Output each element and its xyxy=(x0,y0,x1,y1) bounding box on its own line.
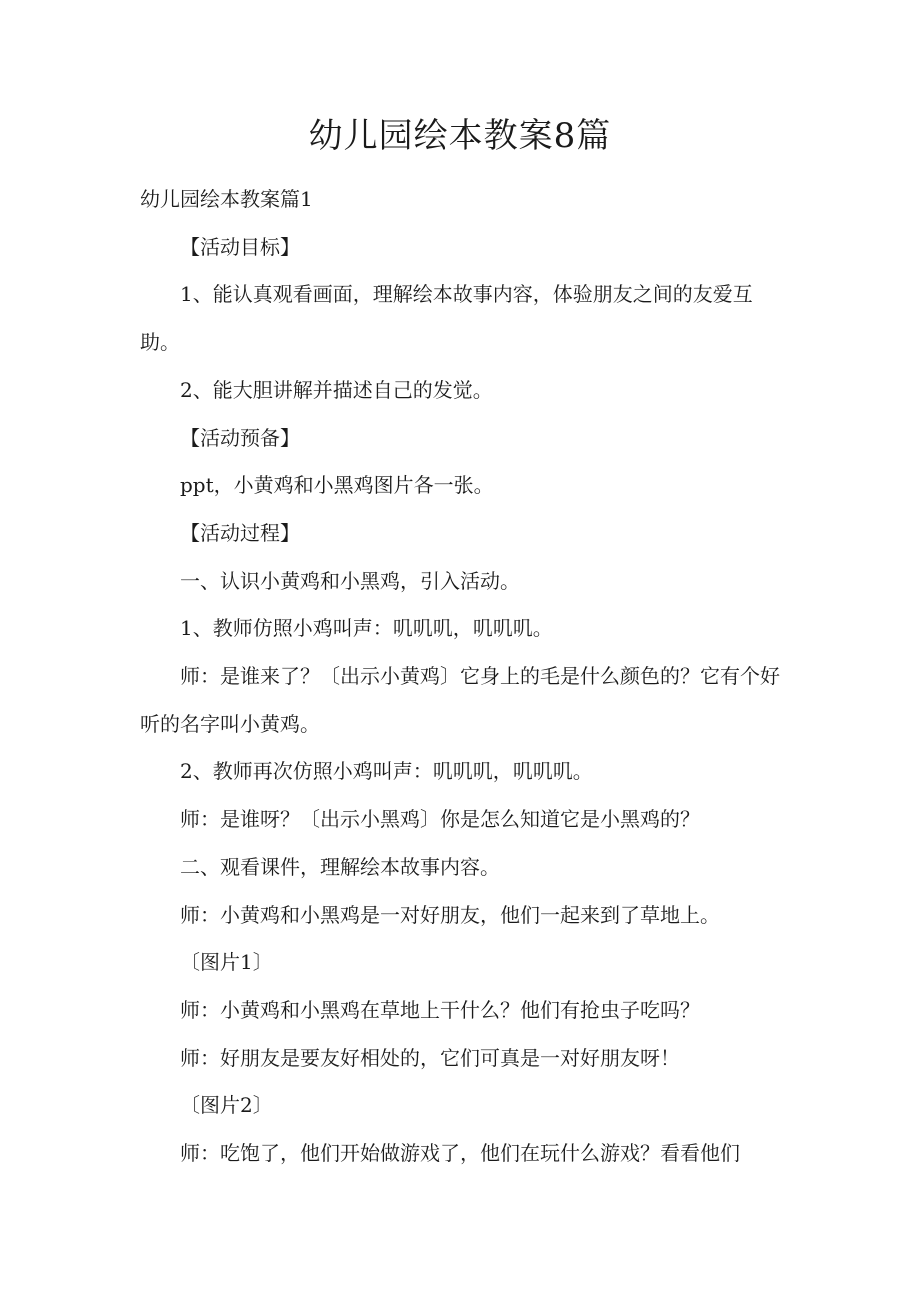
document-title: 幼儿园绘本教案8篇 xyxy=(308,116,612,156)
paragraph: 师：吃饱了，他们开始做游戏了，他们在玩什么游戏？看看他们 xyxy=(180,1141,740,1166)
paragraph: 【活动目标】 xyxy=(180,234,300,259)
paragraph: 〔图片2〕 xyxy=(180,1093,273,1118)
paragraph: 【活动过程】 xyxy=(180,520,300,545)
paragraph: 师：小黄鸡和小黑鸡在草地上干什么？他们有抢虫子吃吗？ xyxy=(180,997,700,1022)
paragraph: 师：小黄鸡和小黑鸡是一对好朋友，他们一起来到了草地上。 xyxy=(180,902,720,927)
paragraph: 2、教师再次仿照小鸡叫声：叽叽叽，叽叽叽。 xyxy=(180,759,593,784)
paragraph: 一、认识小黄鸡和小黑鸡，引入活动。 xyxy=(180,568,520,593)
paragraph: ppt，小黄鸡和小黑鸡图片各一张。 xyxy=(180,473,494,498)
section-heading: 幼儿园绘本教案篇1 xyxy=(140,187,313,211)
document-body xyxy=(140,176,790,1178)
paragraph: 师：是谁呀？〔出示小黑鸡〕你是怎么知道它是小黑鸡的？ xyxy=(180,807,700,832)
paragraph: 〔图片1〕 xyxy=(180,950,273,975)
paragraph: 【活动预备】 xyxy=(180,425,300,450)
paragraph: 二、观看课件，理解绘本故事内容。 xyxy=(180,854,500,879)
paragraph: 1、能认真观看画面，理解绘本故事内容，体验朋友之间的友爱互助。 xyxy=(140,282,753,355)
paragraph: 师：好朋友是要友好相处的，它们可真是一对好朋友呀！ xyxy=(180,1045,680,1070)
paragraph: 2、能大胆讲解并描述自己的发觉。 xyxy=(180,377,493,402)
paragraph: 师：是谁来了？〔出示小黄鸡〕它身上的毛是什么颜色的？它有个好听的名字叫小黄鸡。 xyxy=(140,664,780,736)
paragraph: 1、教师仿照小鸡叫声：叽叽叽，叽叽叽。 xyxy=(180,616,553,641)
